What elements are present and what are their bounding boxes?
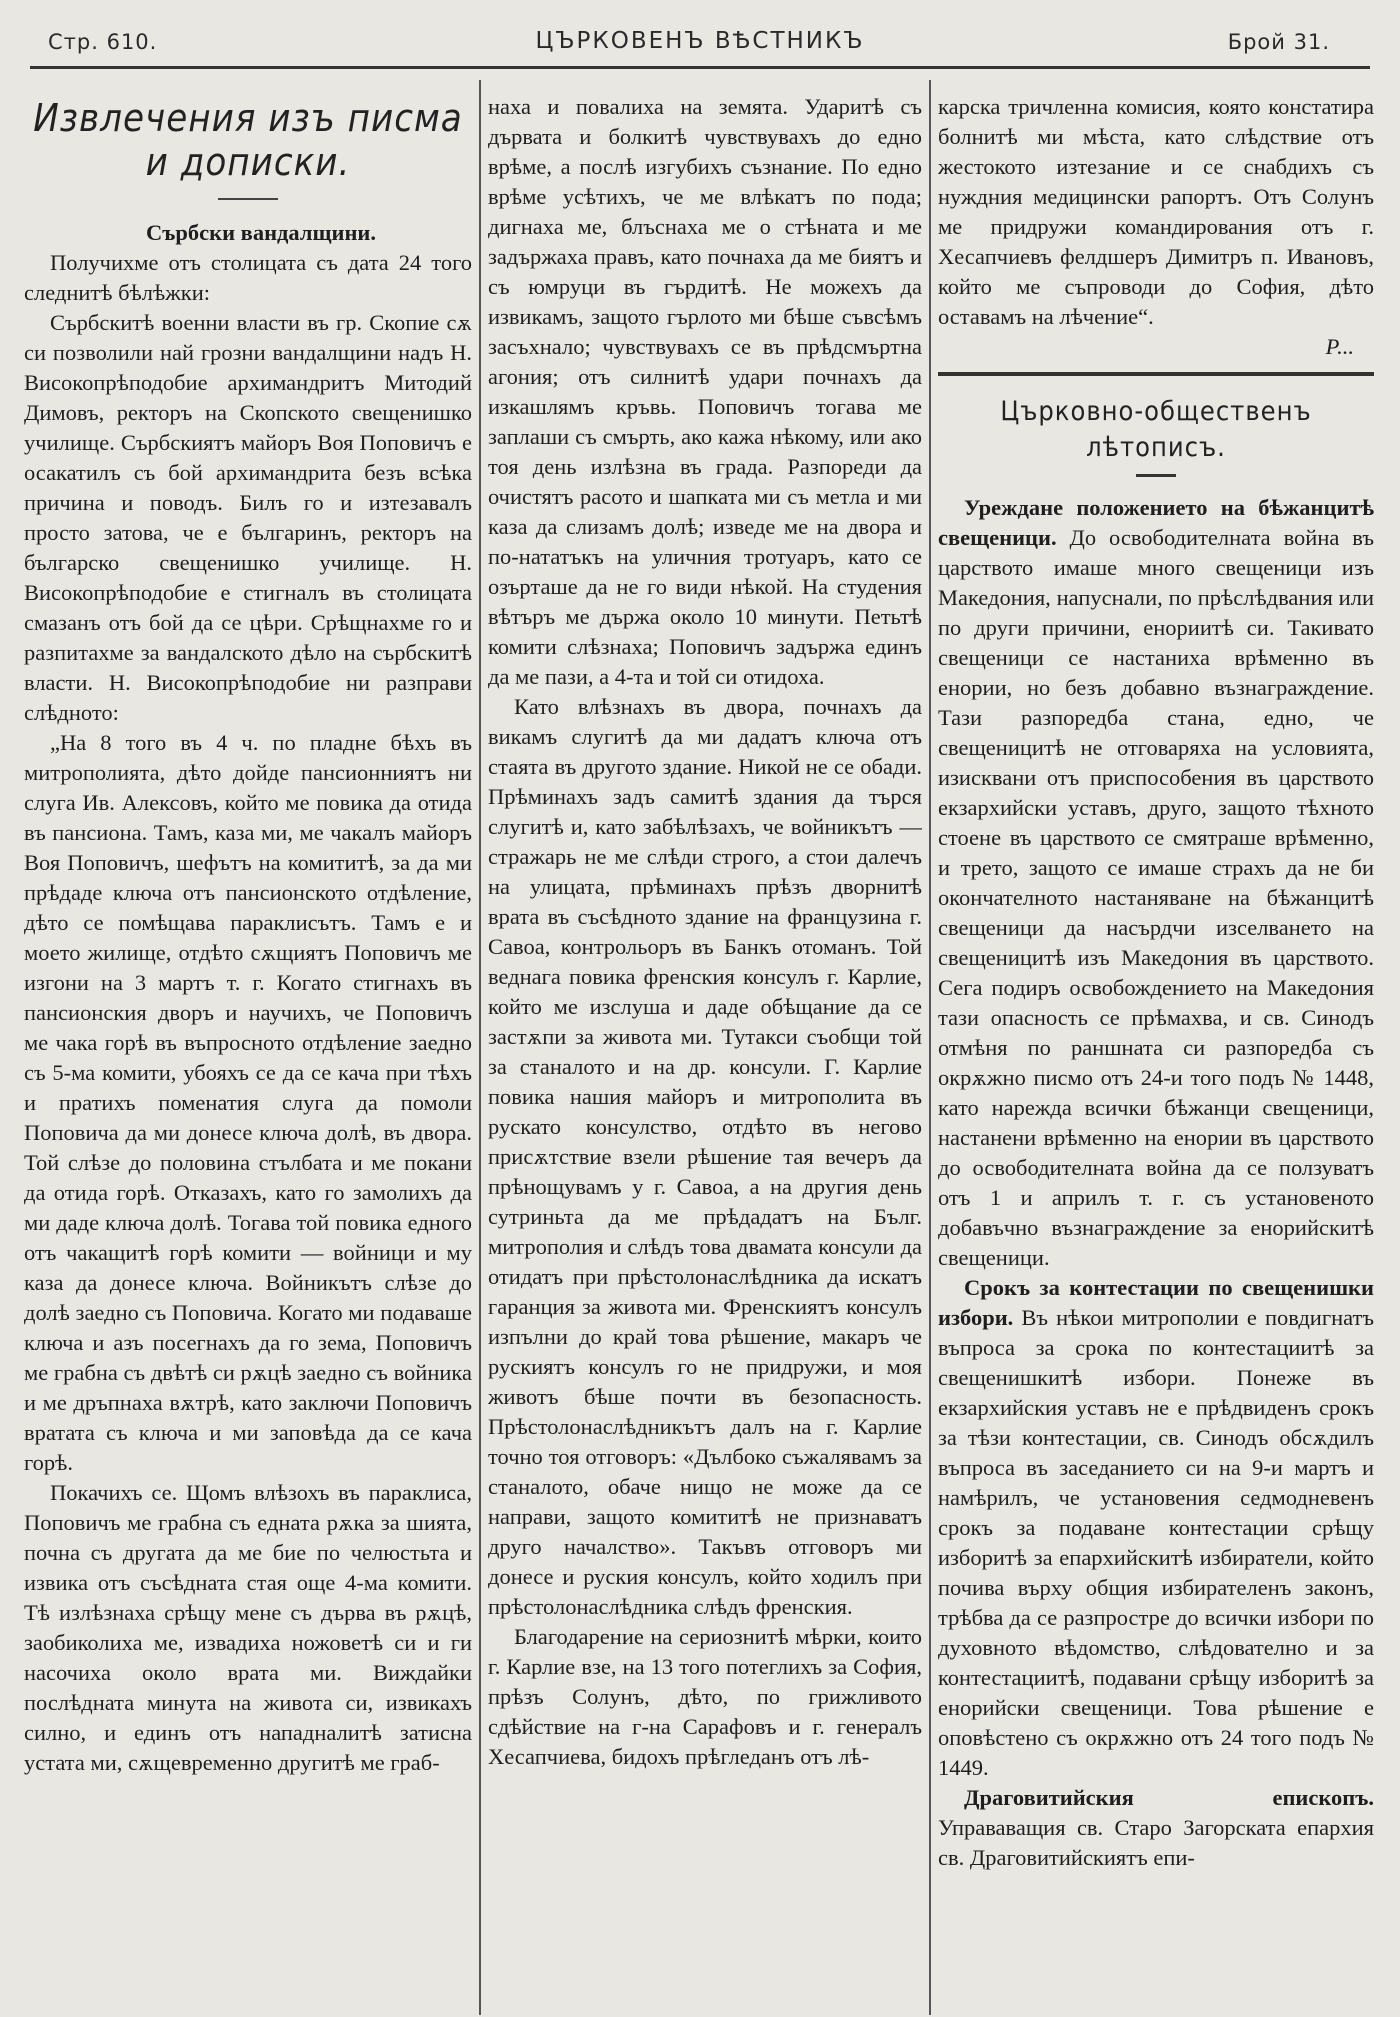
paragraph: Сърбскитѣ военни власти въ гр. Скопие сѫ си позволили най грозни вандалщини надъ Н. Високопрѣподобие архимандритъ Митодий Димовъ, ректоръ на Скопското свещенишко училище. Сърбскиятъ майоръ Воя Поповичъ е осакатилъ съ бой архимандрита безъ всѣка причина и поводъ. Билъ го и изтезавалъ просто затова, че е българинъ, ректоръ на българско свещенишко училище. Н. Високопрѣподобие е стигналъ въ столицата смазанъ отъ бой да се цѣри. Срѣщнахме го и разпитахме за вандалското дѣло на сърбскитѣ власти. Н. Високопрѣподобие ни разправи слѣдното: <box>24 310 472 725</box>
article-heading: Сърбски вандалщини. <box>146 220 376 245</box>
column-divider <box>929 80 931 2015</box>
divider <box>1136 474 1176 477</box>
paragraph <box>938 1783 1374 1873</box>
header-rule <box>30 66 1370 69</box>
paragraph-text: Управаващия св. Старо Загорската епархия св. Драговитийскиятъ епи- <box>938 1815 1374 1870</box>
section-title: Извлечения изъ писма и дописки. <box>33 96 463 184</box>
column-2 <box>488 92 922 2017</box>
signature: Р... <box>1325 334 1354 359</box>
article-heading: Уреждане положението на бѣжанцитѣ свещеници. <box>938 495 1374 550</box>
page-header <box>40 28 1360 62</box>
paragraph: Като влѣзнахъ въ двора, почнахъ да викамъ слугитѣ да ми дадатъ ключа отъ стаята въ другото здание. Никой не се обади. Прѣминахъ задъ самитѣ здания да търся слугитѣ и, като забѣлѣзахъ, че войникътъ — стражарь не ме слѣди строго, а стои далечъ на улицата, прѣминахъ прѣзъ дворнитѣ врата въ съсѣдното здание на французина г. Савоа, контрольоръ въ Банкъ отоманъ. Той веднага повика френския консулъ г. Карлие, който ме изслуша и даде обѣщание да се застѫпи за живота ми. Тутакси съобщи той за станалото и на др. консули. Г. Карлие повика нашия майоръ и митрополита въ рускато консулство, отдѣто въ негово присѫтствие взели рѣшение тая вечеръ да прѣнощувамъ у г. Савоа, а на другия день сутриньта да ме прѣдадатъ на Бълг. митрополия и слѣдъ това двамата консули да отидатъ при прѣстолонаслѣдника да искатъ гаранция за живота ми. Френскиятъ консулъ изпълни до край това рѣшение, макаръ че рускиятъ консулъ го не придружи, и моя животъ бѣше почти въ безопасность. Прѣстолонаслѣдникътъ далъ на г. Карлие точно тоя отговоръ: «Дълбоко съжалявамъ за станалото, обаче нищо не може да се направи, защото комититѣ не признаватъ друго началство». Такъвъ отговоръ ми донесе и руския консулъ, който ходилъ при прѣстолонаслѣдника слѣдъ френския. <box>488 694 922 1619</box>
paragraph: наха и повалиха на земята. Ударитѣ съ дървата и болкитѣ чувствувахъ до едно врѣме, а послѣ изгубихъ съзнание. По едно врѣме усѣтихъ, че ме влѣкатъ по пода; дигнаха ме, блъснаха ме о стѣната и ме задържаха правъ, като почнаха да ме биятъ и съ юмруци въ гърдитѣ. Не можехъ да извикамъ, защото гърлото ми бѣше съвсѣмъ засъхнало; чувствувахъ се въ прѣдсмъртна агония; отъ силнитѣ удари почнахъ да изкашлямъ кръвь. Поповичъ тогава ме заплаши съ смърть, ако кажа нѣкому, или ако тоя день излѣзна въ града. Разпореди да очистятъ расото и шапката ми съ метла и ми каза да слизамъ долѣ; изведе ме на двора и по-нататъкъ на уличния тротуаръ, като се озърташе да не го види нѣкой. На студения вѣтъръ ме държа около 10 минути. Петьтѣ комити слѣзнаха; Поповичъ задържа единъ да ме пази, а 4-та и той си отидоха. <box>488 94 922 689</box>
newspaper-title: ЦЪРКОВЕНЪ ВѢСТНИКЪ <box>535 28 865 54</box>
issue-number: Брой 31. <box>1227 30 1330 54</box>
paragraph: „На 8 того въ 4 ч. по пладне бѣхъ въ митрополията, дѣто дойде пансионниятъ ни слуга Ив. Алексовъ, който ме повика да отида въ пансиона. Тамъ, каза ми, ме чакалъ майоръ Воя Поповичъ, шефътъ на комититѣ, за да ми прѣдаде ключа отъ пансионското отдѣление, дѣто се помѣщава параклисътъ. Тамъ е и моето жилище, отдѣто сѫщиятъ Поповичъ ме изгони на 3 мартъ т. г. Когато стигнахъ въ пансионския дворъ и научихъ, че Поповичъ ме чака горѣ въ въпросното отдѣление заедно съ 5-ма комити, убояхъ се да се кача при тѣхъ и пратихъ поменатия слуга да помоли Поповича да ми донесе ключа долѣ, въ двора. Той слѣзе до половина стълбата и ме покани да отида горѣ. Отказахъ, като го замолихъ да ми даде ключа долѣ. Тогава той повика едного отъ чакащитѣ горѣ комити — войници и му каза да донесе ключа. Войникътъ слѣзе до долѣ заедно съ Поповича. Когато ми подаваше ключа и азъ посегнахъ да го зема, Поповичъ ме грабна съ двѣтѣ си рѫцѣ заедно съ войника и ме дръпнаха вѫтрѣ, като заключи Поповичъ вратата съ ключа и ми заповѣда да се кача горѣ. <box>24 730 472 1475</box>
column-3 <box>938 92 1374 2017</box>
paragraph-text: Въ нѣкои митрополии е повдигнатъ въпроса за срока по контестациитѣ за свещенишкитѣ избори. Понеже въ екзархийския уставъ не е прѣдвиденъ срокъ за тѣзи контестации, св. Синодъ обсѫдилъ въпроса въ заседанието си на 9-и мартъ и намѣрилъ, че установения седмодневенъ срокъ за подаване контестации срѣщу изборитѣ за епархийскитѣ избиратели, който почива върху общия избирателенъ законъ, трѣбва да се разпростре до всички избори по духовното вѣдомство, слѣдователно и за контестациитѣ, подавани срѣщу изборитѣ за енорийски свещеници. Това рѣшение е оповѣстено съ окрѫжно отъ 24 того подъ № 1449. <box>938 1305 1374 1780</box>
paragraph <box>938 493 1374 1273</box>
section-title: Църковно-общественъ лѣтописъ. <box>1000 396 1312 463</box>
divider <box>218 198 278 200</box>
paragraph: карска тричленна комисия, която констатира болнитѣ ми мѣста, като слѣдствие отъ жестокото изтезание и се снабдихъ съ нуждния медицински рапортъ. Отъ Солунъ ме придружи командирования отъ г. Хесапчиевъ фелдшеръ Димитръ п. Ивановъ, който ме съпроводи до София, дѣто оставамъ на лѣчение“. <box>938 94 1374 329</box>
paragraph: Покачихъ се. Щомъ влѣзохъ въ параклиса, Поповичъ ме грабна съ едната рѫка за шията, почна съ другата да ме бие по челюстьта и извика отъ съсѣдната стая още 4-ма комити. Тѣ излѣзнаха срѣщу мене съ дърва въ рѫцѣ, заобиколиха ме, извадиха ножоветѣ си и ги насочиха около врата ми. Виждайки послѣдната минута на живота си, извикахъ силно, и единъ отъ нападналитѣ затисна устата ми, сѫщевременно другитѣ ме граб- <box>24 1480 472 1775</box>
column-1 <box>24 86 472 2011</box>
column-divider <box>479 80 481 2015</box>
paragraph: Благодарение на сериознитѣ мѣрки, които г. Карлие взе, на 13 того потеглихъ за София, прѣзъ Солунъ, дѣто, по грижливото сдѣйствие на г-на Сарафовъ и г. генералъ Хесапчиева, бидохъ прѣгледанъ отъ лѣ- <box>488 1624 922 1769</box>
paragraph: Получихме отъ столицата съ дата 24 того следнитѣ бѣлѣжки: <box>24 250 472 305</box>
paragraph-text: До освободителната война въ царството имаше много свещеници изъ Македония, напуснали, по прѣслѣдвания или по други причини, енориитѣ си. Такивато свещеници се настаниха врѣменно въ енории, но безъ добавно възнаграждение. Тази разпоредба стана, едно, че свещеницитѣ не отговаряха на условията, изисквани отъ приспособения въ царството екзархийски уставъ, друго, защото тѣхното стоене въ царството се смятраше врѣменно, и трето, защото се имаше страхъ да не би окончателното настаняване на бѣжанцитѣ свещеници да насърдчи изселването на свещеницитѣ изъ Македония въ царството. Сега подиръ освобождението на Македония тази опасность се прѣмахва, и св. Синодъ отмѣня по раншната си разпоредба съ окрѫжно писмо отъ 24-и того подъ № 1448, като нарежда всички бѣжанци свещеници, настанени врѣменно на енории въ царството до освободителната война да се ползуватъ отъ 1 и априлъ т. г. съ установеното добавъчно възнаграждение за енорийскитѣ свещеници. <box>938 525 1374 1270</box>
paragraph <box>938 1273 1374 1783</box>
page-number: Стр. 610. <box>48 30 158 54</box>
divider <box>938 372 1374 376</box>
article-heading: Драговитийския епископъ. <box>964 1785 1374 1810</box>
article-heading: Срокъ за контестации по свещенишки избори. <box>938 1275 1374 1330</box>
